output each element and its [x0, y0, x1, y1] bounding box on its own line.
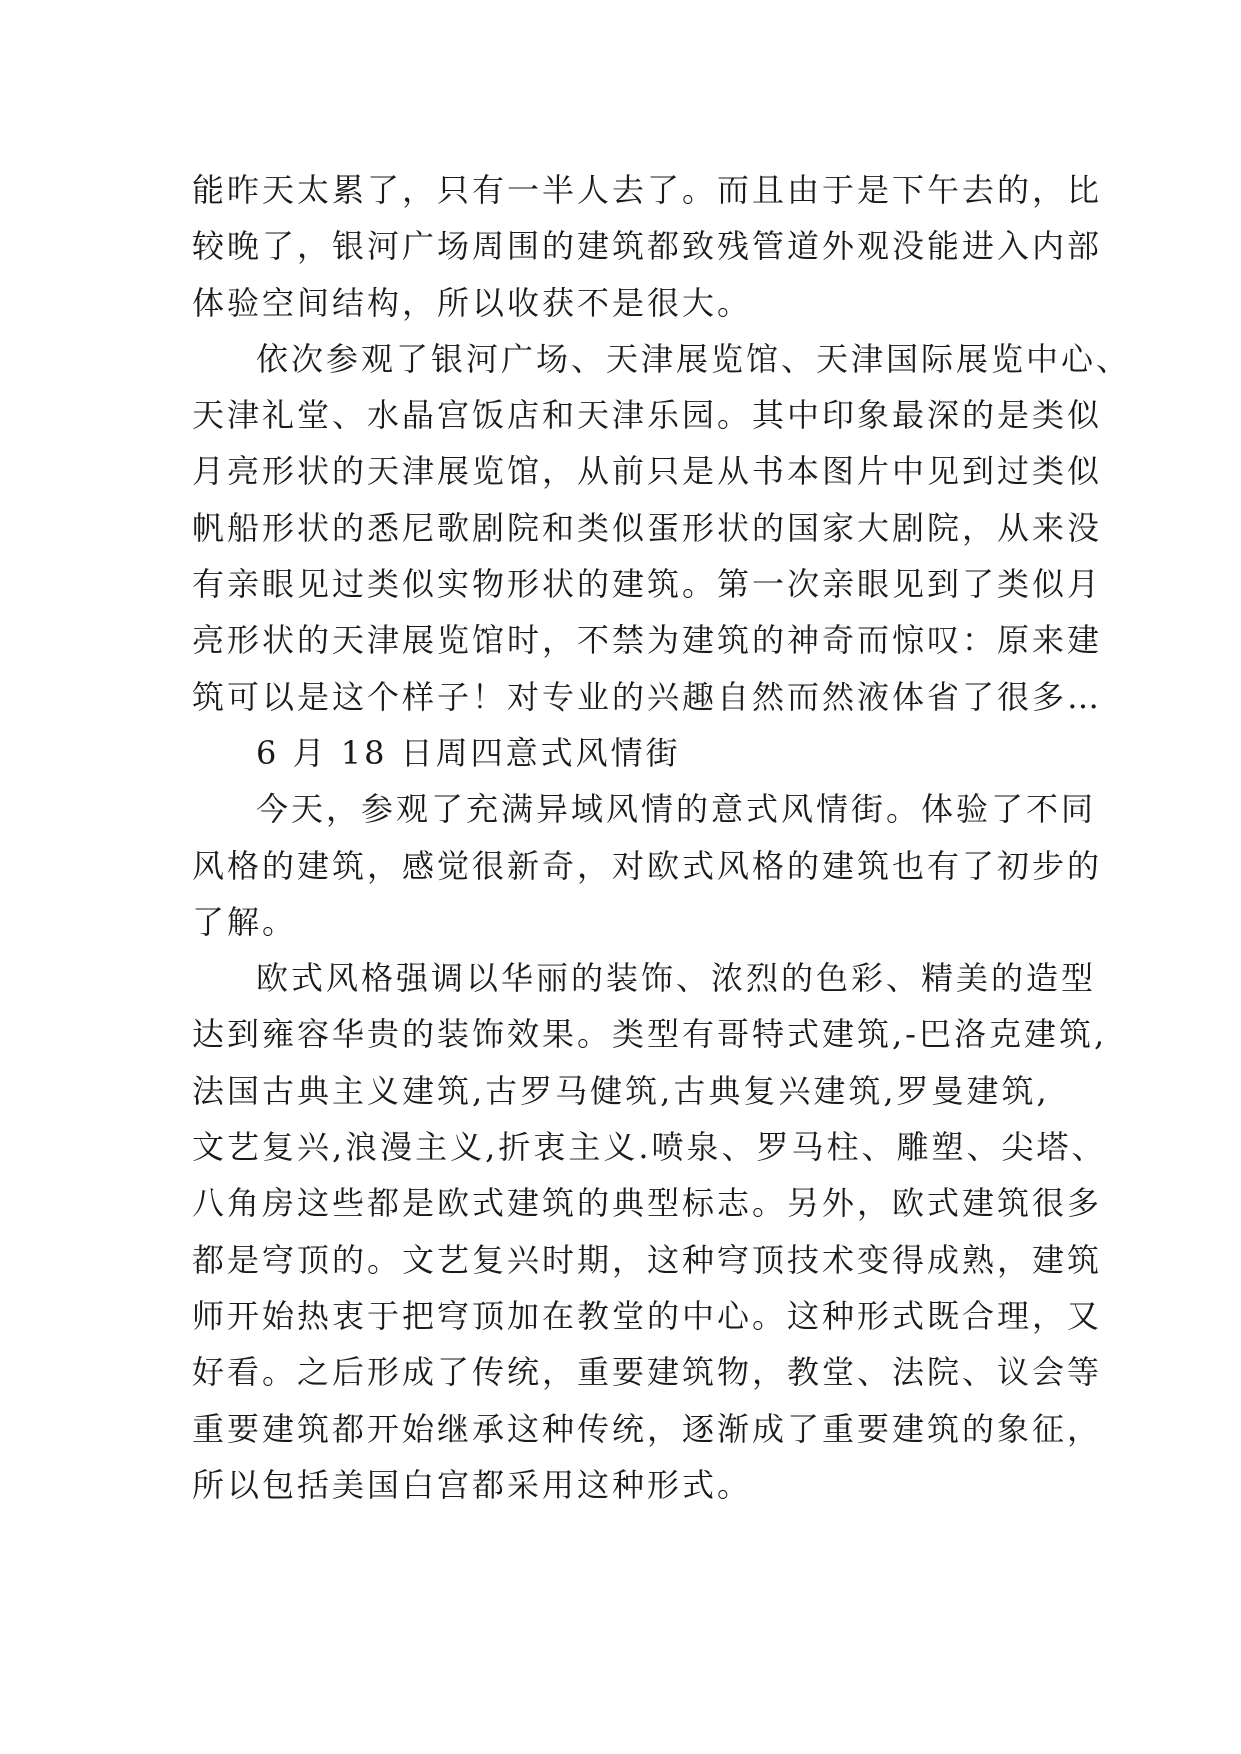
- text-line: 所以包括美国白宫都采用这种形式。: [192, 1465, 753, 1504]
- text-line: 亮形状的天津展览馆时，不禁为建筑的神奇而惊叹：原来建: [192, 621, 1103, 660]
- text-line: 师开始热衷于把穹顶加在教堂的中心。这种形式既合理，又: [192, 1296, 1103, 1335]
- text-line: 风格的建筑，感觉很新奇，对欧式风格的建筑也有了初步的: [192, 846, 1103, 885]
- text-line: 八角房这些都是欧式建筑的典型标志。另外，欧式建筑很多: [192, 1184, 1103, 1223]
- paragraph-start-line: 依次参观了银河广场、天津展览馆、天津国际展览中心、: [256, 339, 1132, 378]
- text-line: 帆船形状的悉尼歌剧院和类似蛋形状的国家大剧院，从来没: [192, 508, 1103, 547]
- text-line: 重要建筑都开始继承这种传统，逐渐成了重要建筑的象征，: [192, 1409, 1103, 1448]
- body-text: [192, 162, 1132, 1513]
- text-line: 都是穹顶的。文艺复兴时期，这种穹顶技术变得成熟，建筑: [192, 1240, 1103, 1279]
- paragraph-start-line: 欧式风格强调以华丽的装饰、浓烈的色彩、精美的造型: [256, 959, 1097, 998]
- text-line: 好看。之后形成了传统，重要建筑物，教堂、法院、议会等: [192, 1353, 1103, 1392]
- text-line: 有亲眼见过类似实物形状的建筑。第一次亲眼见到了类似月: [192, 565, 1103, 604]
- date-heading: 6 月 18 日周四意式风情街: [256, 733, 681, 772]
- text-line: 了解。: [192, 902, 298, 941]
- text-line: 月亮形状的天津展览馆，从前只是从书本图片中见到过类似: [192, 452, 1103, 491]
- text-line: 能昨天太累了，只有一半人去了。而且由于是下午去的，比: [192, 171, 1103, 209]
- text-line: 较晚了，银河广场周围的建筑都致残管道外观没能进入内部: [192, 227, 1103, 266]
- text-line: 天津礼堂、水晶宫饭店和天津乐园。其中印象最深的是类似: [192, 396, 1103, 435]
- text-line: 达到雍容华贵的装饰效果。类型有哥特式建筑,-巴洛克建筑,: [192, 1015, 1108, 1054]
- text-line: 法国古典主义建筑,古罗马健筑,古典复兴建筑,罗曼建筑,: [192, 1071, 1050, 1110]
- paragraph-start-line: 今天，参观了充满异域风情的意式风情街。体验了不同: [256, 790, 1097, 829]
- text-line: 体验空间结构，所以收获不是很大。: [192, 283, 753, 322]
- text-line: 文艺复兴,浪漫主义,折衷主义.喷泉、罗马柱、雕塑、尖塔、: [192, 1128, 1107, 1167]
- text-line: 筑可以是这个样子！对专业的兴趣自然而然液体省了很多…: [192, 677, 1103, 716]
